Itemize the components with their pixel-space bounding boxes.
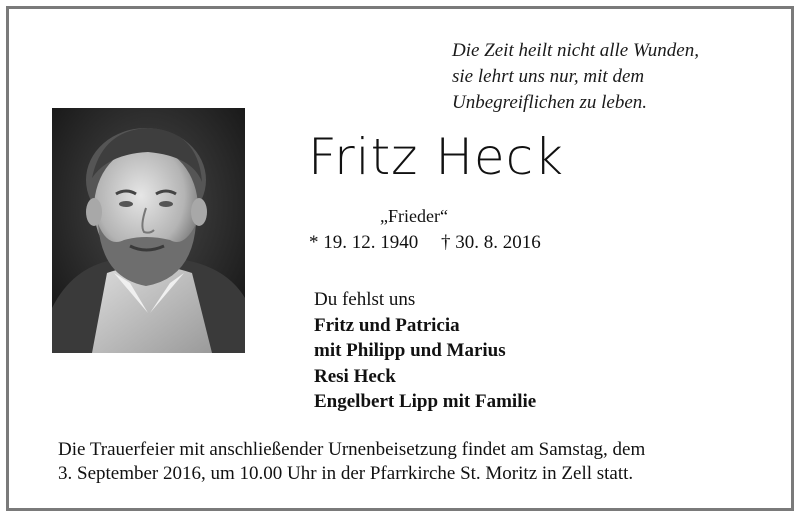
memorial-quote: [452, 38, 772, 116]
mourner-name: mit Philipp und Marius: [314, 340, 506, 361]
quote-line: Die Zeit heilt nicht alle Wunden,: [452, 40, 699, 61]
quote-line: sie lehrt uns nur, mit dem: [452, 66, 645, 87]
deceased-nickname: „Frieder“: [380, 206, 448, 226]
life-dates: [309, 232, 541, 254]
mourner-name: Resi Heck: [314, 365, 396, 387]
mourners-intro: Du fehlst uns: [314, 289, 416, 310]
mourner-name: Fritz und Patricia: [314, 314, 460, 336]
quote-line: Unbegreiflichen zu leben.: [452, 92, 648, 113]
mourner-name: Engelbert Lipp mit Familie: [314, 391, 537, 412]
announcement-line: Die Trauerfeier mit anschließender Urnenbeisetzung findet am Samstag, dem: [58, 439, 646, 460]
death-date: † 30. 8. 2016: [441, 232, 541, 253]
deceased-name: Fritz Heck: [308, 128, 565, 186]
birth-date: * 19. 12. 1940: [309, 232, 419, 253]
mourners-block: [314, 287, 536, 415]
portrait-photo: [52, 108, 245, 353]
funeral-announcement: [58, 438, 758, 486]
announcement-line: 3. September 2016, um 10.00 Uhr in der Pfarrkirche St. Moritz in Zell statt.: [58, 463, 634, 484]
portrait-illustration: [52, 108, 245, 353]
